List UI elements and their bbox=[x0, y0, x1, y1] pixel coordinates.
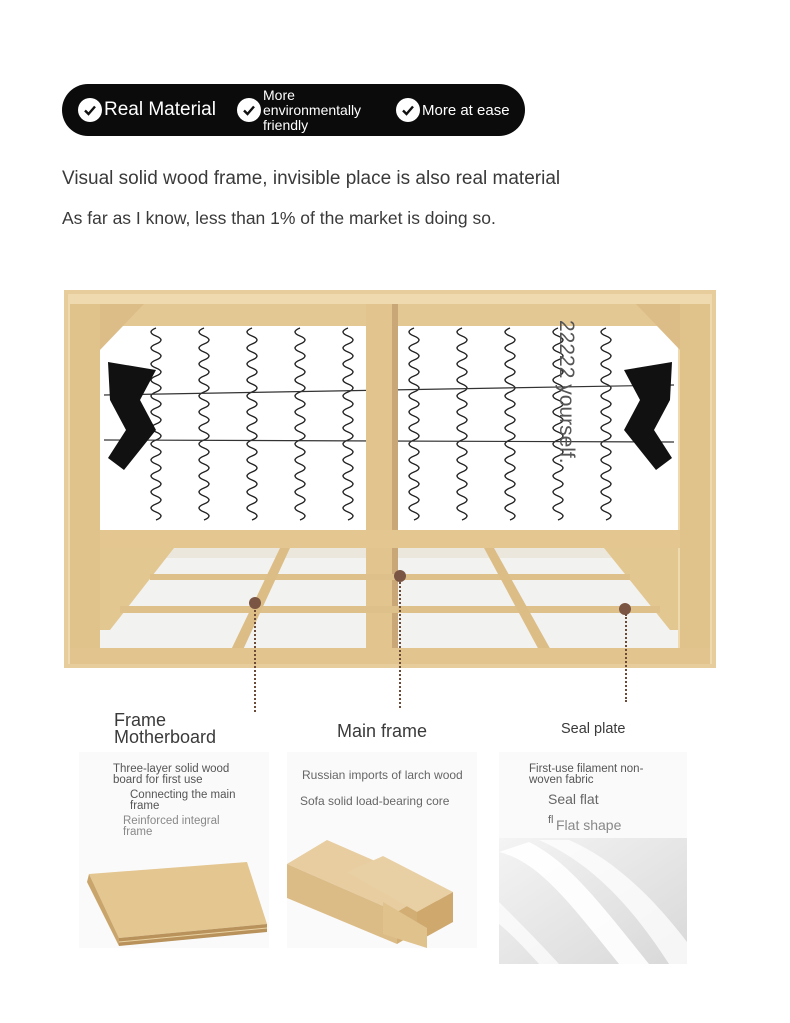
part-note: Russian imports of larch wood bbox=[302, 768, 463, 782]
part-note: First-use filament non-woven fabric bbox=[529, 763, 644, 786]
part-note: Three-layer solid wood board for first use bbox=[113, 763, 230, 786]
part-note: Sofa solid load-bearing core bbox=[300, 794, 450, 808]
feature-environmentally-friendly bbox=[237, 84, 383, 136]
part-card-main-frame bbox=[287, 752, 477, 948]
part-note: Connecting the main frame bbox=[130, 789, 236, 812]
headline: Visual solid wood frame, invisible place is also real material bbox=[62, 168, 561, 189]
part-card-seal-plate bbox=[499, 752, 687, 964]
feature-label: More environmentally friendly bbox=[263, 86, 362, 133]
callout-line bbox=[625, 614, 627, 702]
check-circle-icon bbox=[396, 98, 420, 122]
subline: As far as I know, less than 1% of the market is doing so. bbox=[62, 208, 496, 228]
feature-label: More at ease bbox=[422, 101, 510, 119]
callout-line bbox=[399, 582, 401, 708]
feature-more-at-ease bbox=[396, 84, 510, 136]
nonwoven-fabric-image bbox=[499, 752, 687, 964]
part-note: Flat shape bbox=[556, 817, 622, 833]
plywood-board-image bbox=[79, 752, 269, 948]
marker-main-frame bbox=[394, 570, 406, 582]
sofa-frame-illustration bbox=[64, 290, 716, 668]
watermark-text: 22222 yourself. bbox=[555, 320, 578, 464]
check-circle-icon bbox=[237, 98, 261, 122]
feature-label: Real Material bbox=[104, 99, 216, 120]
part-title-main-frame: Main frame bbox=[337, 721, 428, 741]
part-card-frame-motherboard bbox=[79, 752, 269, 948]
check-circle-icon bbox=[78, 98, 102, 122]
wood-beams-image bbox=[287, 752, 477, 948]
part-title-frame-motherboard: Frame Motherboard bbox=[114, 710, 217, 747]
part-note: Reinforced integral frame bbox=[123, 815, 220, 838]
part-note: fl bbox=[548, 814, 554, 826]
part-title-seal-plate: Seal plate bbox=[561, 721, 626, 737]
feature-real-material bbox=[78, 84, 216, 136]
part-note: Seal flat bbox=[548, 791, 599, 807]
feature-banner bbox=[62, 84, 525, 136]
callout-line bbox=[254, 610, 256, 712]
marker-frame-motherboard bbox=[249, 597, 261, 609]
